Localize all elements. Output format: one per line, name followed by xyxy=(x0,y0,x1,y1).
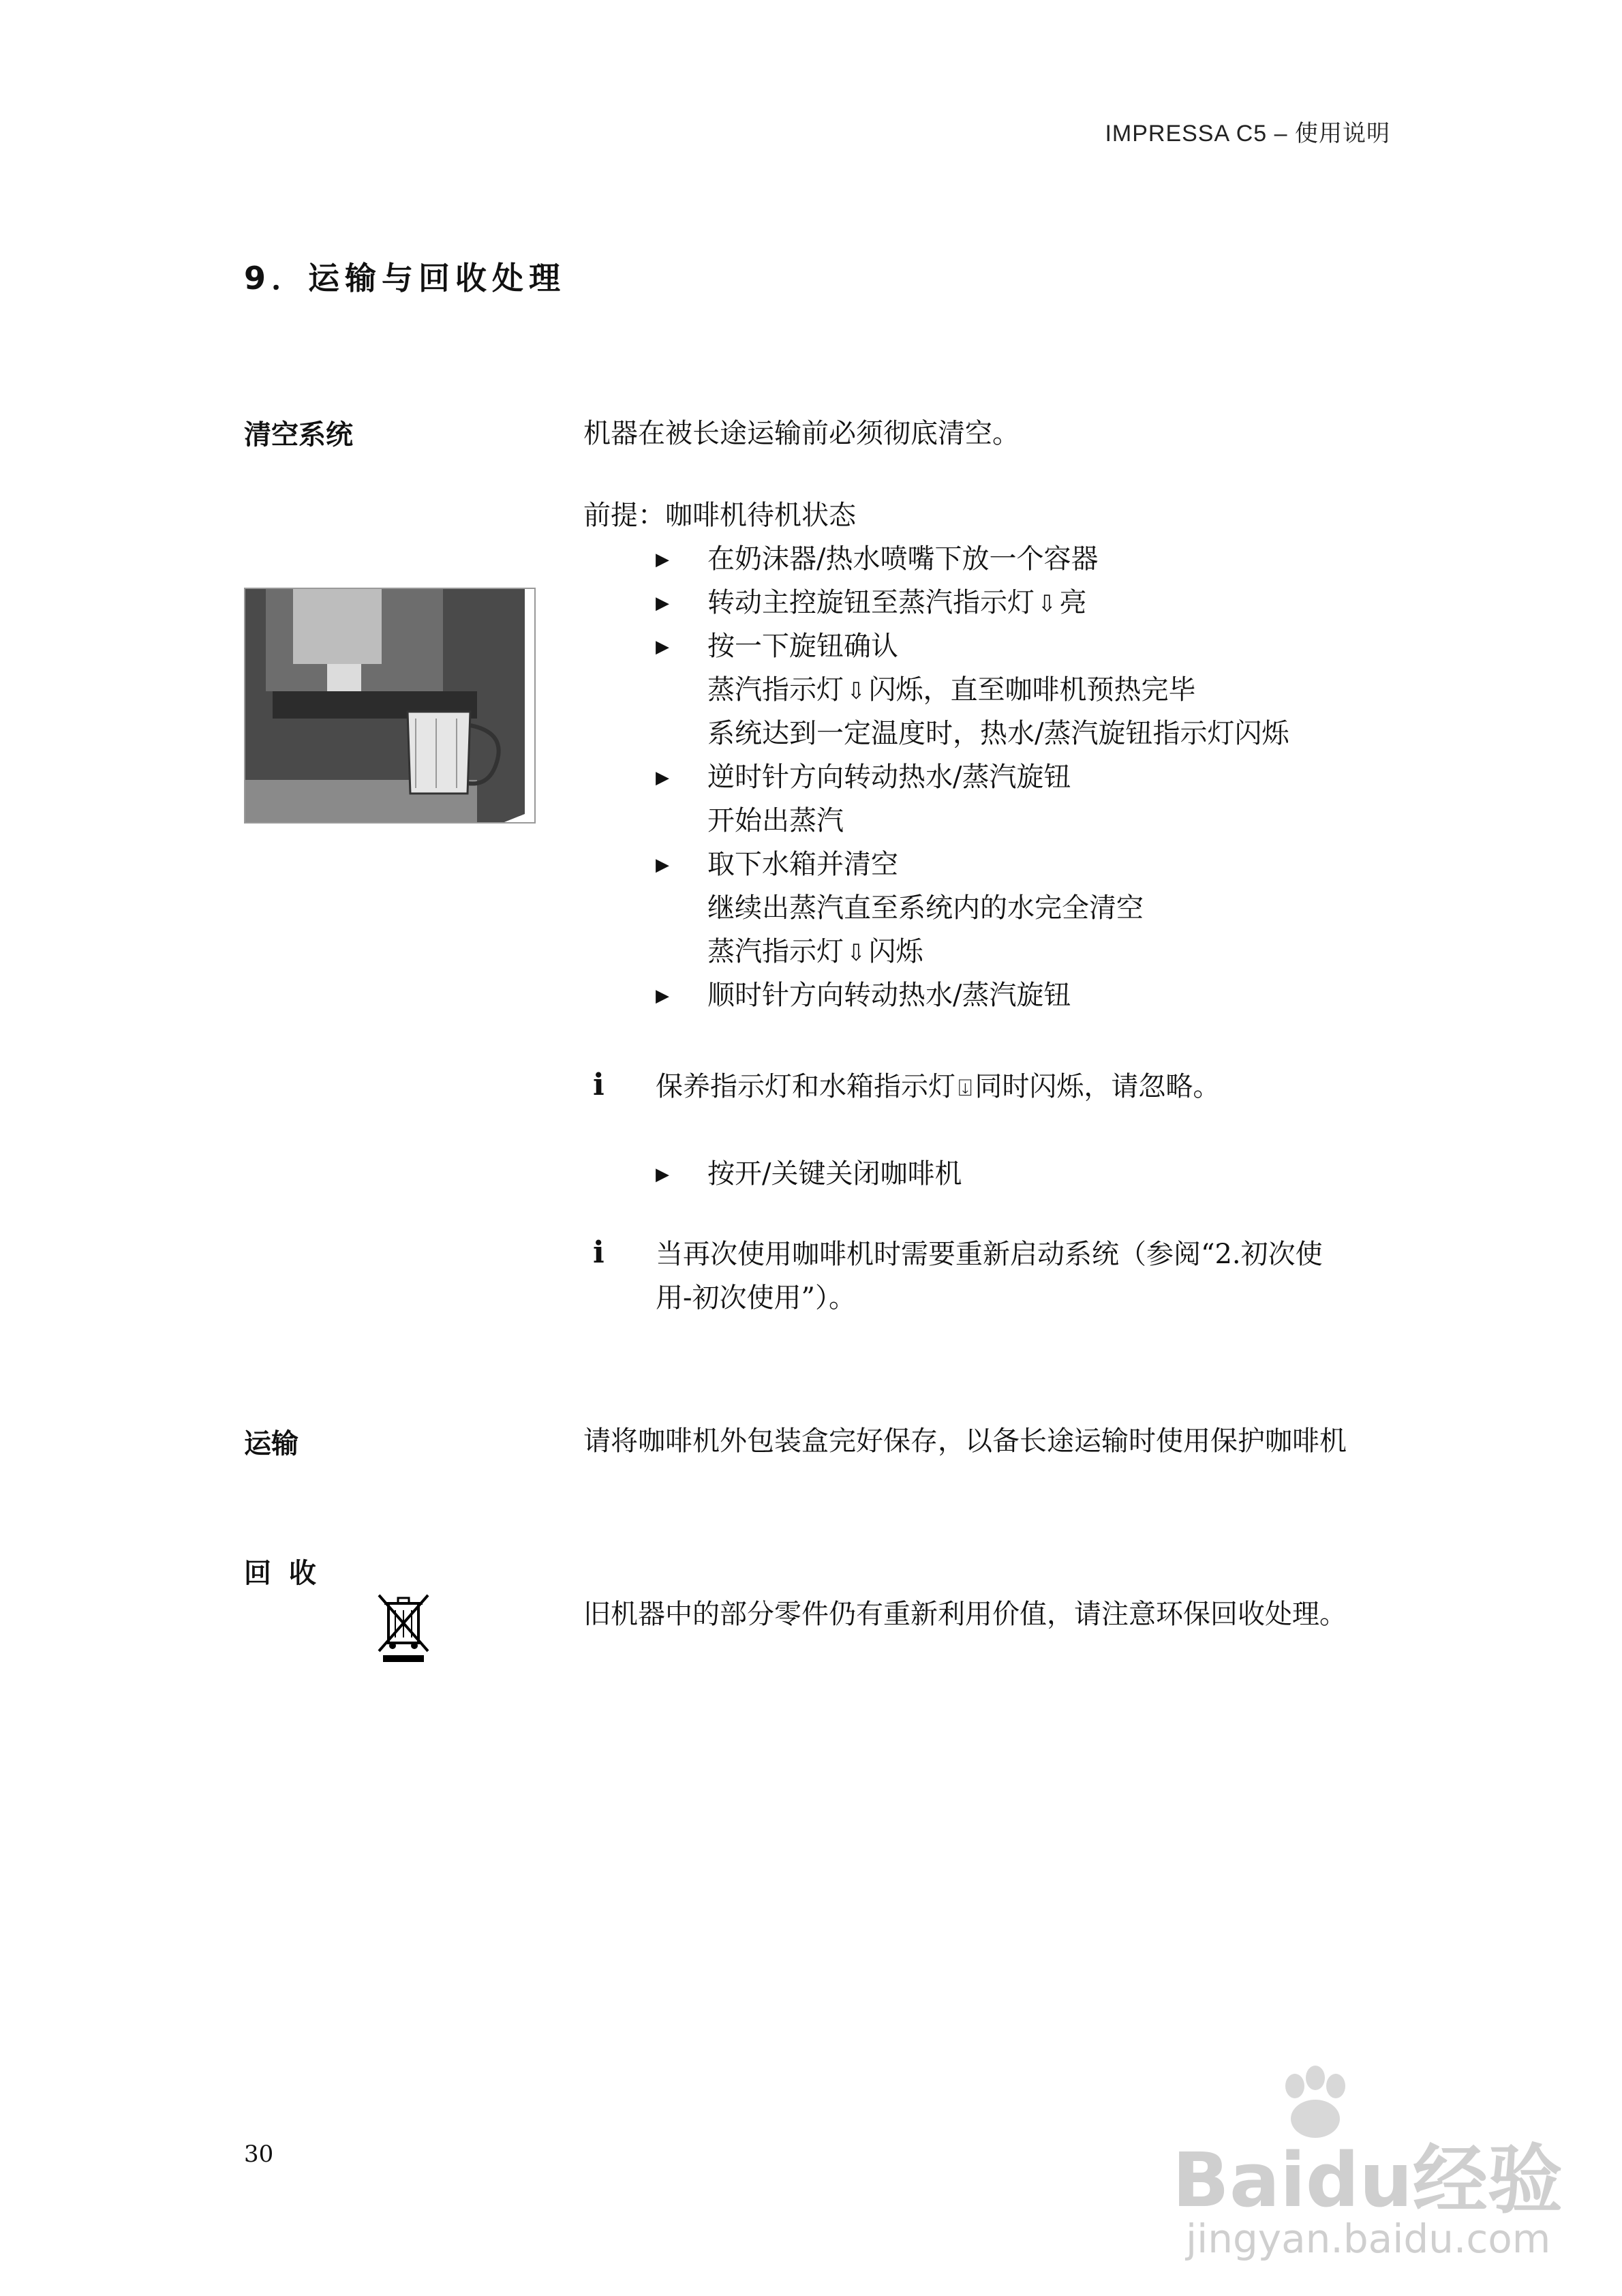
step-3-note-2: 系统达到一定温度时，热水/蒸汽旋钮指示灯闪烁 xyxy=(707,718,1289,749)
step-4-note: 开始出蒸汽 xyxy=(707,805,844,836)
transport-text: 请将咖啡机外包装盒完好保存，以备长途运输时使用保护咖啡机 xyxy=(583,1425,1347,1457)
info-icon: i xyxy=(593,1068,605,1102)
step-3-note-1-text-a: 蒸汽指示灯 xyxy=(707,674,844,706)
recycle-text: 旧机器中的部分零件仍有重新利用价值，请注意环保回收处理。 xyxy=(583,1599,1347,1630)
step-1: 在奶沫器/热水喷嘴下放一个容器 xyxy=(707,543,1099,575)
step-5: 取下水箱并清空 xyxy=(707,849,898,880)
side-label-recycle: 回 收 xyxy=(244,1558,320,1589)
side-label-empty: 清空系统 xyxy=(244,419,353,451)
step-2-text-a: 转动主控旋钮至蒸汽指示灯 xyxy=(707,587,1035,618)
step-3-note-1-text-b: 闪烁，直至咖啡机预热完毕 xyxy=(868,674,1196,706)
info-note-2-line-2: 用-初次使用”）。 xyxy=(656,1282,856,1314)
step-power-off: 按开/关键关闭咖啡机 xyxy=(707,1158,962,1190)
page-number: 30 xyxy=(244,2141,274,2168)
step-5-note-2-text-b: 闪烁 xyxy=(868,936,923,967)
water-tank-indicator-icon: ⍗ xyxy=(958,1074,973,1102)
step-6: 顺时针方向转动热水/蒸汽旋钮 xyxy=(707,980,1071,1011)
side-label-transport: 运输 xyxy=(244,1428,299,1460)
step-5-note-2-text-a: 蒸汽指示灯 xyxy=(707,936,844,967)
step-5-note-2 xyxy=(707,930,923,975)
section-title: 9．运输与回收处理 xyxy=(244,260,566,297)
bullet-arrow-icon: ▶ xyxy=(656,1164,669,1185)
bullet-arrow-icon: ▶ xyxy=(656,986,669,1006)
steam-indicator-icon: ⇩ xyxy=(846,678,866,705)
watermark xyxy=(1159,2066,1563,2270)
step-3-note-1 xyxy=(707,668,1196,713)
watermark-url: jingyan.baidu.com xyxy=(1186,2216,1551,2262)
intro-text: 机器在被长途运输前必须彻底清空。 xyxy=(583,418,1020,449)
steam-indicator-icon: ⇩ xyxy=(846,939,866,967)
info-note-1 xyxy=(656,1065,1220,1110)
steam-indicator-icon: ⇩ xyxy=(1037,590,1057,618)
step-2-text-b: 亮 xyxy=(1059,587,1087,618)
bullet-arrow-icon: ▶ xyxy=(656,637,669,657)
info-icon: i xyxy=(593,1235,605,1270)
page-header: IMPRESSA C5 – 使用说明 xyxy=(1105,121,1390,147)
watermark-brand: Baidu经验 xyxy=(1172,2136,1563,2224)
bullet-arrow-icon: ▶ xyxy=(656,593,669,614)
step-5-note-1: 继续出蒸汽直至系统内的水完全清空 xyxy=(707,892,1144,924)
step-4: 逆时针方向转动热水/蒸汽旋钮 xyxy=(707,761,1071,793)
bullet-arrow-icon: ▶ xyxy=(656,768,669,788)
info-note-2-line-1: 当再次使用咖啡机时需要重新启动系统（参阅“2.初次使 xyxy=(656,1239,1323,1270)
step-2 xyxy=(707,581,1087,626)
bullet-arrow-icon: ▶ xyxy=(656,549,669,570)
precondition-text: 前提：咖啡机待机状态 xyxy=(583,500,856,531)
coffee-machine-photo xyxy=(244,588,536,824)
step-3: 按一下旋钮确认 xyxy=(707,631,898,662)
crossed-bin-icon xyxy=(373,1588,433,1662)
bullet-arrow-icon: ▶ xyxy=(656,855,669,875)
info-note-1-text-a: 保养指示灯和水箱指示灯 xyxy=(656,1071,955,1102)
info-note-1-text-b: 同时闪烁，请忽略。 xyxy=(975,1071,1221,1102)
